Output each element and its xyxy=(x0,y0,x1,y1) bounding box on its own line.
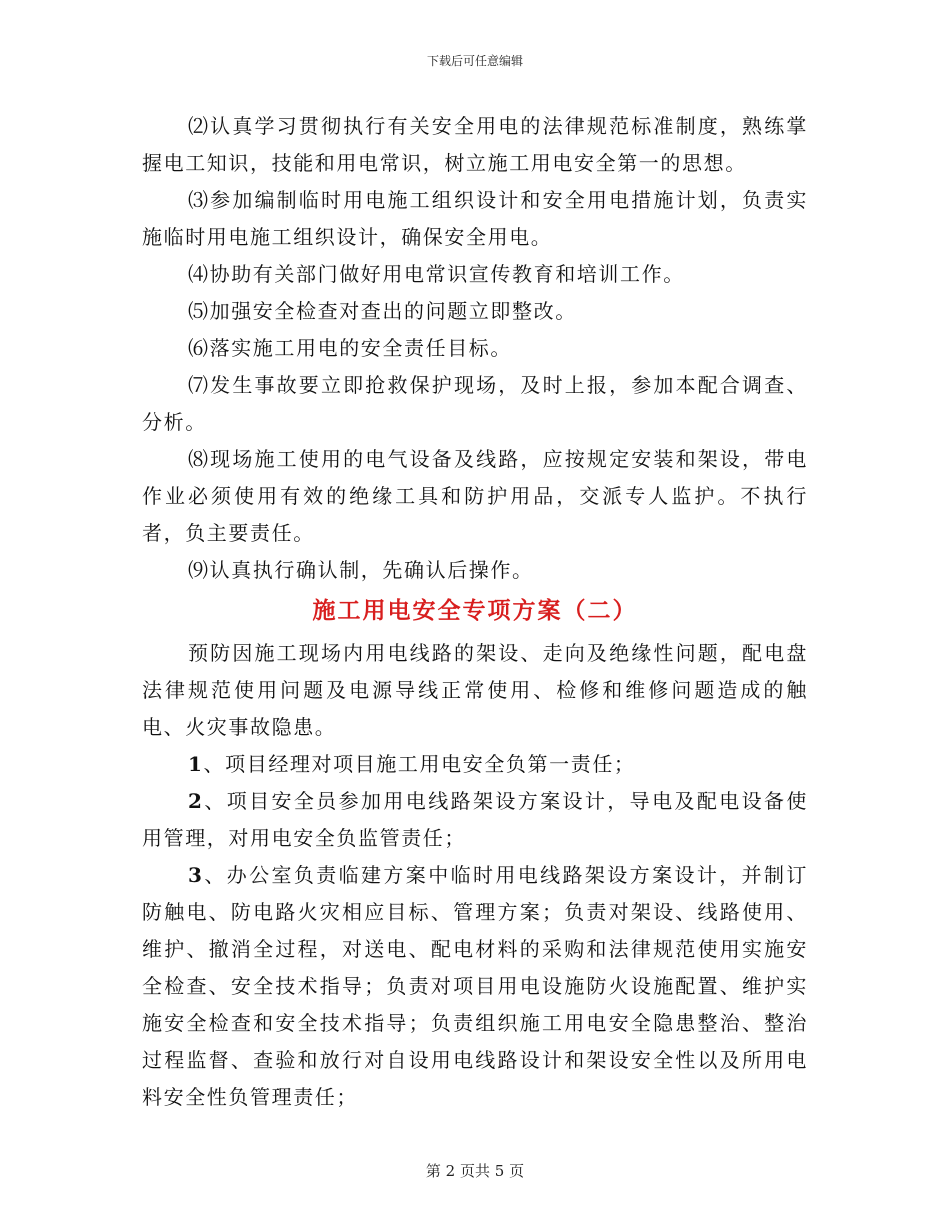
paragraph-item-3: ⑶参加编制临时用电施工组织设计和安全用电措施计划，负责实施临时用电施工组织设计，确保安全用电。 xyxy=(142,188,808,249)
paragraph-item-9: ⑼认真执行确认制，先确认后操作。 xyxy=(188,558,534,582)
page-footer: 第 2 页共 5 页 xyxy=(425,1162,525,1180)
item-text: 、办公室负责临建方案中临时用电线路架设方案设计，并制订防触电、防电路火灾相应目标、管理方案；负责对架设、线路使用、维护、撤消全过程，对送电、配电材料的采购和法律规范使用实施安全检查、安全技术指导；负责对项目用电设施防火设施配置、维护实施安全检查和安全技术指导；负责组织施工用电安全隐患整治、整治过程监督、查验和放行对自设用电线路设计和架设安全性以及所用电料安全性负管理责任； xyxy=(142,863,808,1109)
section-title: 施工用电安全专项方案（二） xyxy=(312,597,638,624)
paragraph-item-5: ⑸加强安全检查对查出的问题立即整改。 xyxy=(188,299,577,323)
paragraph-item-6: ⑹落实施工用电的安全责任目标。 xyxy=(188,336,512,360)
paragraph-item-7: ⑺发生事故要立即抢救保护现场，及时上报，参加本配合调查、分析。 xyxy=(142,373,808,434)
item-number: 1 xyxy=(188,752,204,776)
paragraph-item-2: ⑵认真学习贯彻执行有关安全用电的法律规范标准制度，熟练掌握电工知识，技能和用电常识，树立施工用电安全第一的思想。 xyxy=(142,114,808,175)
numbered-item-3 xyxy=(142,857,808,1116)
item-number: 2 xyxy=(188,789,204,813)
numbered-item-2 xyxy=(142,783,808,857)
numbered-item-1 xyxy=(142,746,808,783)
item-text: 、项目安全员参加用电线路架设方案设计，导电及配电设备使用管理，对用电安全负监管责任； xyxy=(142,789,808,850)
item-text: 、项目经理对项目施工用电安全负第一责任； xyxy=(203,752,636,776)
page-header: 下载后可任意编辑 xyxy=(426,54,523,68)
item-number: 3 xyxy=(188,863,204,887)
document-body xyxy=(142,108,808,1116)
paragraph-item-4: ⑷协助有关部门做好用电常识宣传教育和培训工作。 xyxy=(188,262,685,286)
paragraph-item-8: ⑻现场施工使用的电气设备及线路，应按规定安装和架设，带电作业必须使用有效的绝缘工具和防护用品，交派专人监护。不执行者，负主要责任。 xyxy=(142,447,808,545)
intro-paragraph: 预防因施工现场内用电线路的架设、走向及绝缘性问题，配电盘法律规范使用问题及电源导线正常使用、检修和维修问题造成的触电、火灾事故隐患。 xyxy=(142,641,808,739)
